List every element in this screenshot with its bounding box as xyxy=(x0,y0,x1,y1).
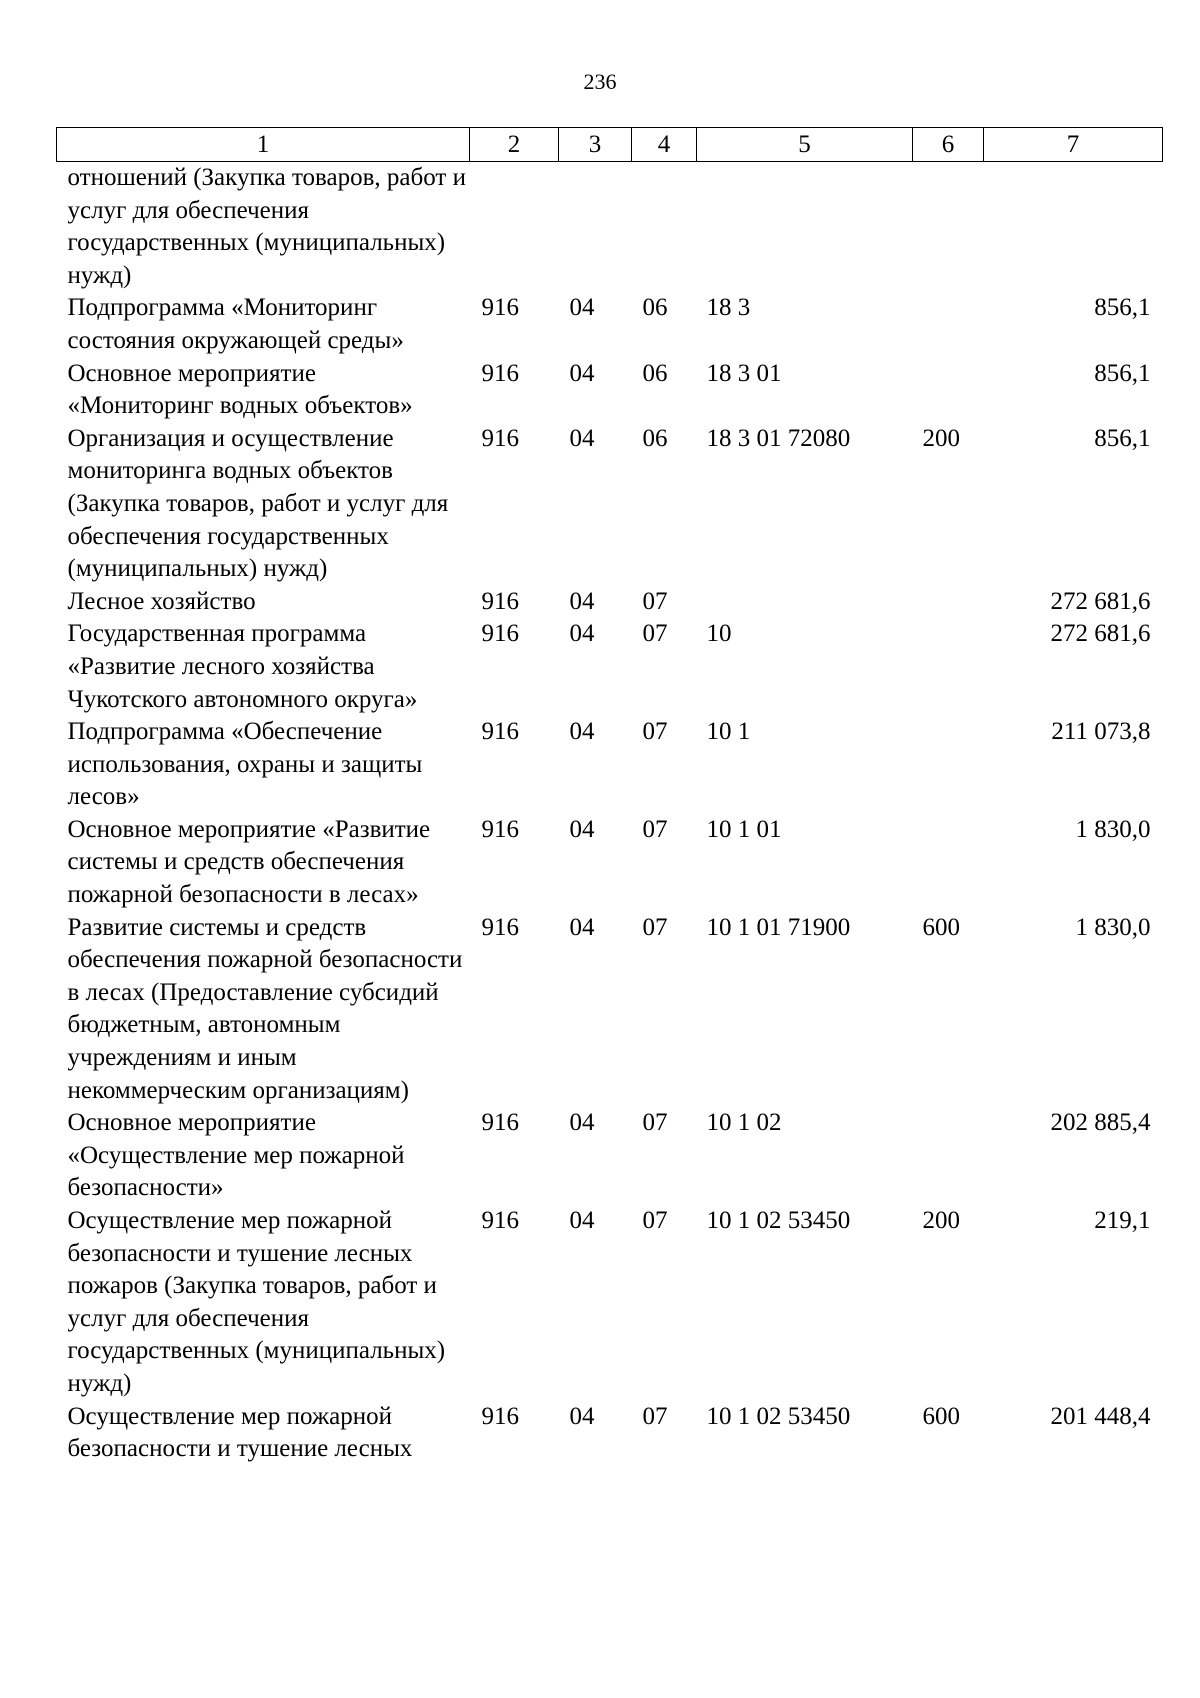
row-amount: 856,1 xyxy=(1094,294,1151,322)
row-col-2: 916 xyxy=(481,294,519,322)
row-name: Организация и осуществление мониторинга водных объектов (Закупка товаров, работ и услуг для обеспечения государственных (муниципальных) нужд) xyxy=(67,424,449,583)
row-col-4: 06 xyxy=(642,294,668,322)
row-col-6 xyxy=(913,586,984,619)
row-name: Государственная программа «Развитие лесного хозяйства Чукотского автономного округа» xyxy=(67,620,418,713)
row-name: Основное мероприятие «Осуществление мер пожарной безопасности» xyxy=(67,1109,405,1202)
table-row xyxy=(57,358,1163,423)
row-col-4: 07 xyxy=(642,718,668,746)
row-col-3: 04 xyxy=(569,620,595,648)
row-col-3: 04 xyxy=(569,718,595,746)
row-col-6: 600 xyxy=(922,913,960,941)
row-amount: 272 681,6 xyxy=(1050,620,1151,648)
row-amount: 1 830,0 xyxy=(1075,815,1151,843)
row-col-4: 07 xyxy=(642,587,668,615)
column-header-3: 3 xyxy=(559,128,632,162)
row-col-4 xyxy=(632,162,697,293)
table-row xyxy=(57,586,1163,619)
table-row xyxy=(57,1205,1163,1401)
row-col-2: 916 xyxy=(481,424,519,452)
row-amount: 272 681,6 xyxy=(1050,587,1151,615)
table-row xyxy=(57,618,1163,716)
row-col-2: 916 xyxy=(481,620,519,648)
row-col-5: 10 1 01 xyxy=(706,815,782,843)
column-header-6: 6 xyxy=(913,128,984,162)
column-header-4: 4 xyxy=(632,128,697,162)
row-col-6 xyxy=(913,162,984,293)
row-amount: 202 885,4 xyxy=(1050,1109,1151,1137)
row-col-4: 07 xyxy=(642,1109,668,1137)
row-col-5: 10 xyxy=(706,620,732,648)
row-col-4: 07 xyxy=(642,1207,668,1234)
row-col-2: 916 xyxy=(481,359,519,387)
row-col-4: 07 xyxy=(642,815,668,843)
row-col-2: 916 xyxy=(481,1109,519,1137)
row-col-3 xyxy=(559,162,632,293)
row-col-6 xyxy=(913,814,984,912)
row-col-4: 06 xyxy=(642,359,668,387)
row-col-5: 10 1 01 71900 xyxy=(706,913,851,941)
row-col-2 xyxy=(470,162,559,293)
table-row xyxy=(57,814,1163,912)
column-header-7: 7 xyxy=(984,128,1163,162)
header-row xyxy=(57,128,1163,162)
row-col-5: 10 1 02 53450 xyxy=(706,1207,851,1234)
row-col-3: 04 xyxy=(569,294,595,322)
column-header-1: 1 xyxy=(57,128,470,162)
table-row xyxy=(57,162,1163,293)
row-col-6 xyxy=(913,358,984,423)
row-col-5: 18 3 xyxy=(706,294,751,322)
row-amount: 856,1 xyxy=(1094,359,1151,387)
row-name: Осуществление мер пожарной безопасности и тушение лесных пожаров (Закупка товаров, работ и услуг для обеспечения государственных (муниципальных) нужд) xyxy=(67,1207,446,1397)
table-row xyxy=(57,423,1163,586)
row-col-6 xyxy=(913,292,984,357)
row-col-4: 07 xyxy=(642,913,668,941)
row-col-6: 200 xyxy=(922,424,960,452)
row-col-6 xyxy=(913,716,984,814)
table-row xyxy=(57,1107,1163,1205)
row-col-4: 06 xyxy=(642,424,668,452)
row-col-5: 10 1 02 53450 xyxy=(706,1402,851,1430)
row-col-5: 10 1 xyxy=(706,718,751,746)
row-name: Основное мероприятие «Развитие системы и средств обеспечения пожарной безопасности в лесах» xyxy=(67,815,431,909)
page-number: 236 xyxy=(583,69,617,94)
row-col-3: 04 xyxy=(569,815,595,843)
row-col-4: 07 xyxy=(642,620,668,648)
row-name: Подпрограмма «Обеспечение использования, охраны и защиты лесов» xyxy=(67,718,423,811)
row-col-3: 04 xyxy=(569,587,595,615)
column-header-2: 2 xyxy=(470,128,559,162)
row-amount: 1 830,0 xyxy=(1075,913,1151,941)
row-name: отношений (Закупка товаров, работ и услуг для обеспечения государственных (муниципальных) нужд) xyxy=(67,164,466,289)
row-col-2: 916 xyxy=(481,815,519,843)
column-header-5: 5 xyxy=(697,128,913,162)
row-col-2: 916 xyxy=(481,1207,519,1234)
table-row xyxy=(57,292,1163,357)
row-col-2: 916 xyxy=(481,913,519,941)
row-name: Лесное хозяйство xyxy=(67,587,256,615)
row-amount: 201 448,4 xyxy=(1050,1402,1151,1430)
row-name: Развитие системы и средств обеспечения пожарной безопасности в лесах (Предоставление субсидий бюджетным, автономным учреждениям и иным некоммерческим организациям) xyxy=(67,913,463,1104)
row-col-3: 04 xyxy=(569,359,595,387)
table-row xyxy=(57,716,1163,814)
row-col-3: 04 xyxy=(569,424,595,452)
row-amount: 856,1 xyxy=(1094,424,1151,452)
row-col-5: 18 3 01 xyxy=(706,359,782,387)
row-col-6 xyxy=(913,1107,984,1205)
row-col-3: 04 xyxy=(569,1402,595,1430)
row-col-3: 04 xyxy=(569,913,595,941)
row-col-6 xyxy=(913,618,984,716)
row-col-5 xyxy=(697,162,913,293)
row-col-3: 04 xyxy=(569,1109,595,1137)
row-name: Подпрограмма «Мониторинг состояния окружающей среды» xyxy=(67,294,404,354)
budget-table xyxy=(56,127,1163,1466)
row-col-2: 916 xyxy=(481,718,519,746)
row-col-4: 07 xyxy=(642,1402,668,1430)
row-col-6: 600 xyxy=(922,1402,960,1430)
row-col-5: 18 3 01 72080 xyxy=(706,424,851,452)
row-amount xyxy=(984,162,1163,293)
row-col-5 xyxy=(697,586,913,619)
row-amount: 219,1 xyxy=(1094,1207,1151,1234)
row-name: Основное мероприятие «Мониторинг водных объектов» xyxy=(67,359,413,420)
row-col-6: 200 xyxy=(922,1207,960,1234)
row-name: Осуществление мер пожарной безопасности и тушение лесных xyxy=(67,1402,413,1463)
row-col-3: 04 xyxy=(569,1207,595,1234)
table-row xyxy=(57,912,1163,1108)
row-col-2: 916 xyxy=(481,1402,519,1430)
table-row xyxy=(57,1401,1163,1466)
row-col-2: 916 xyxy=(481,587,519,615)
row-amount: 211 073,8 xyxy=(1051,718,1151,746)
row-col-5: 10 1 02 xyxy=(706,1109,782,1137)
